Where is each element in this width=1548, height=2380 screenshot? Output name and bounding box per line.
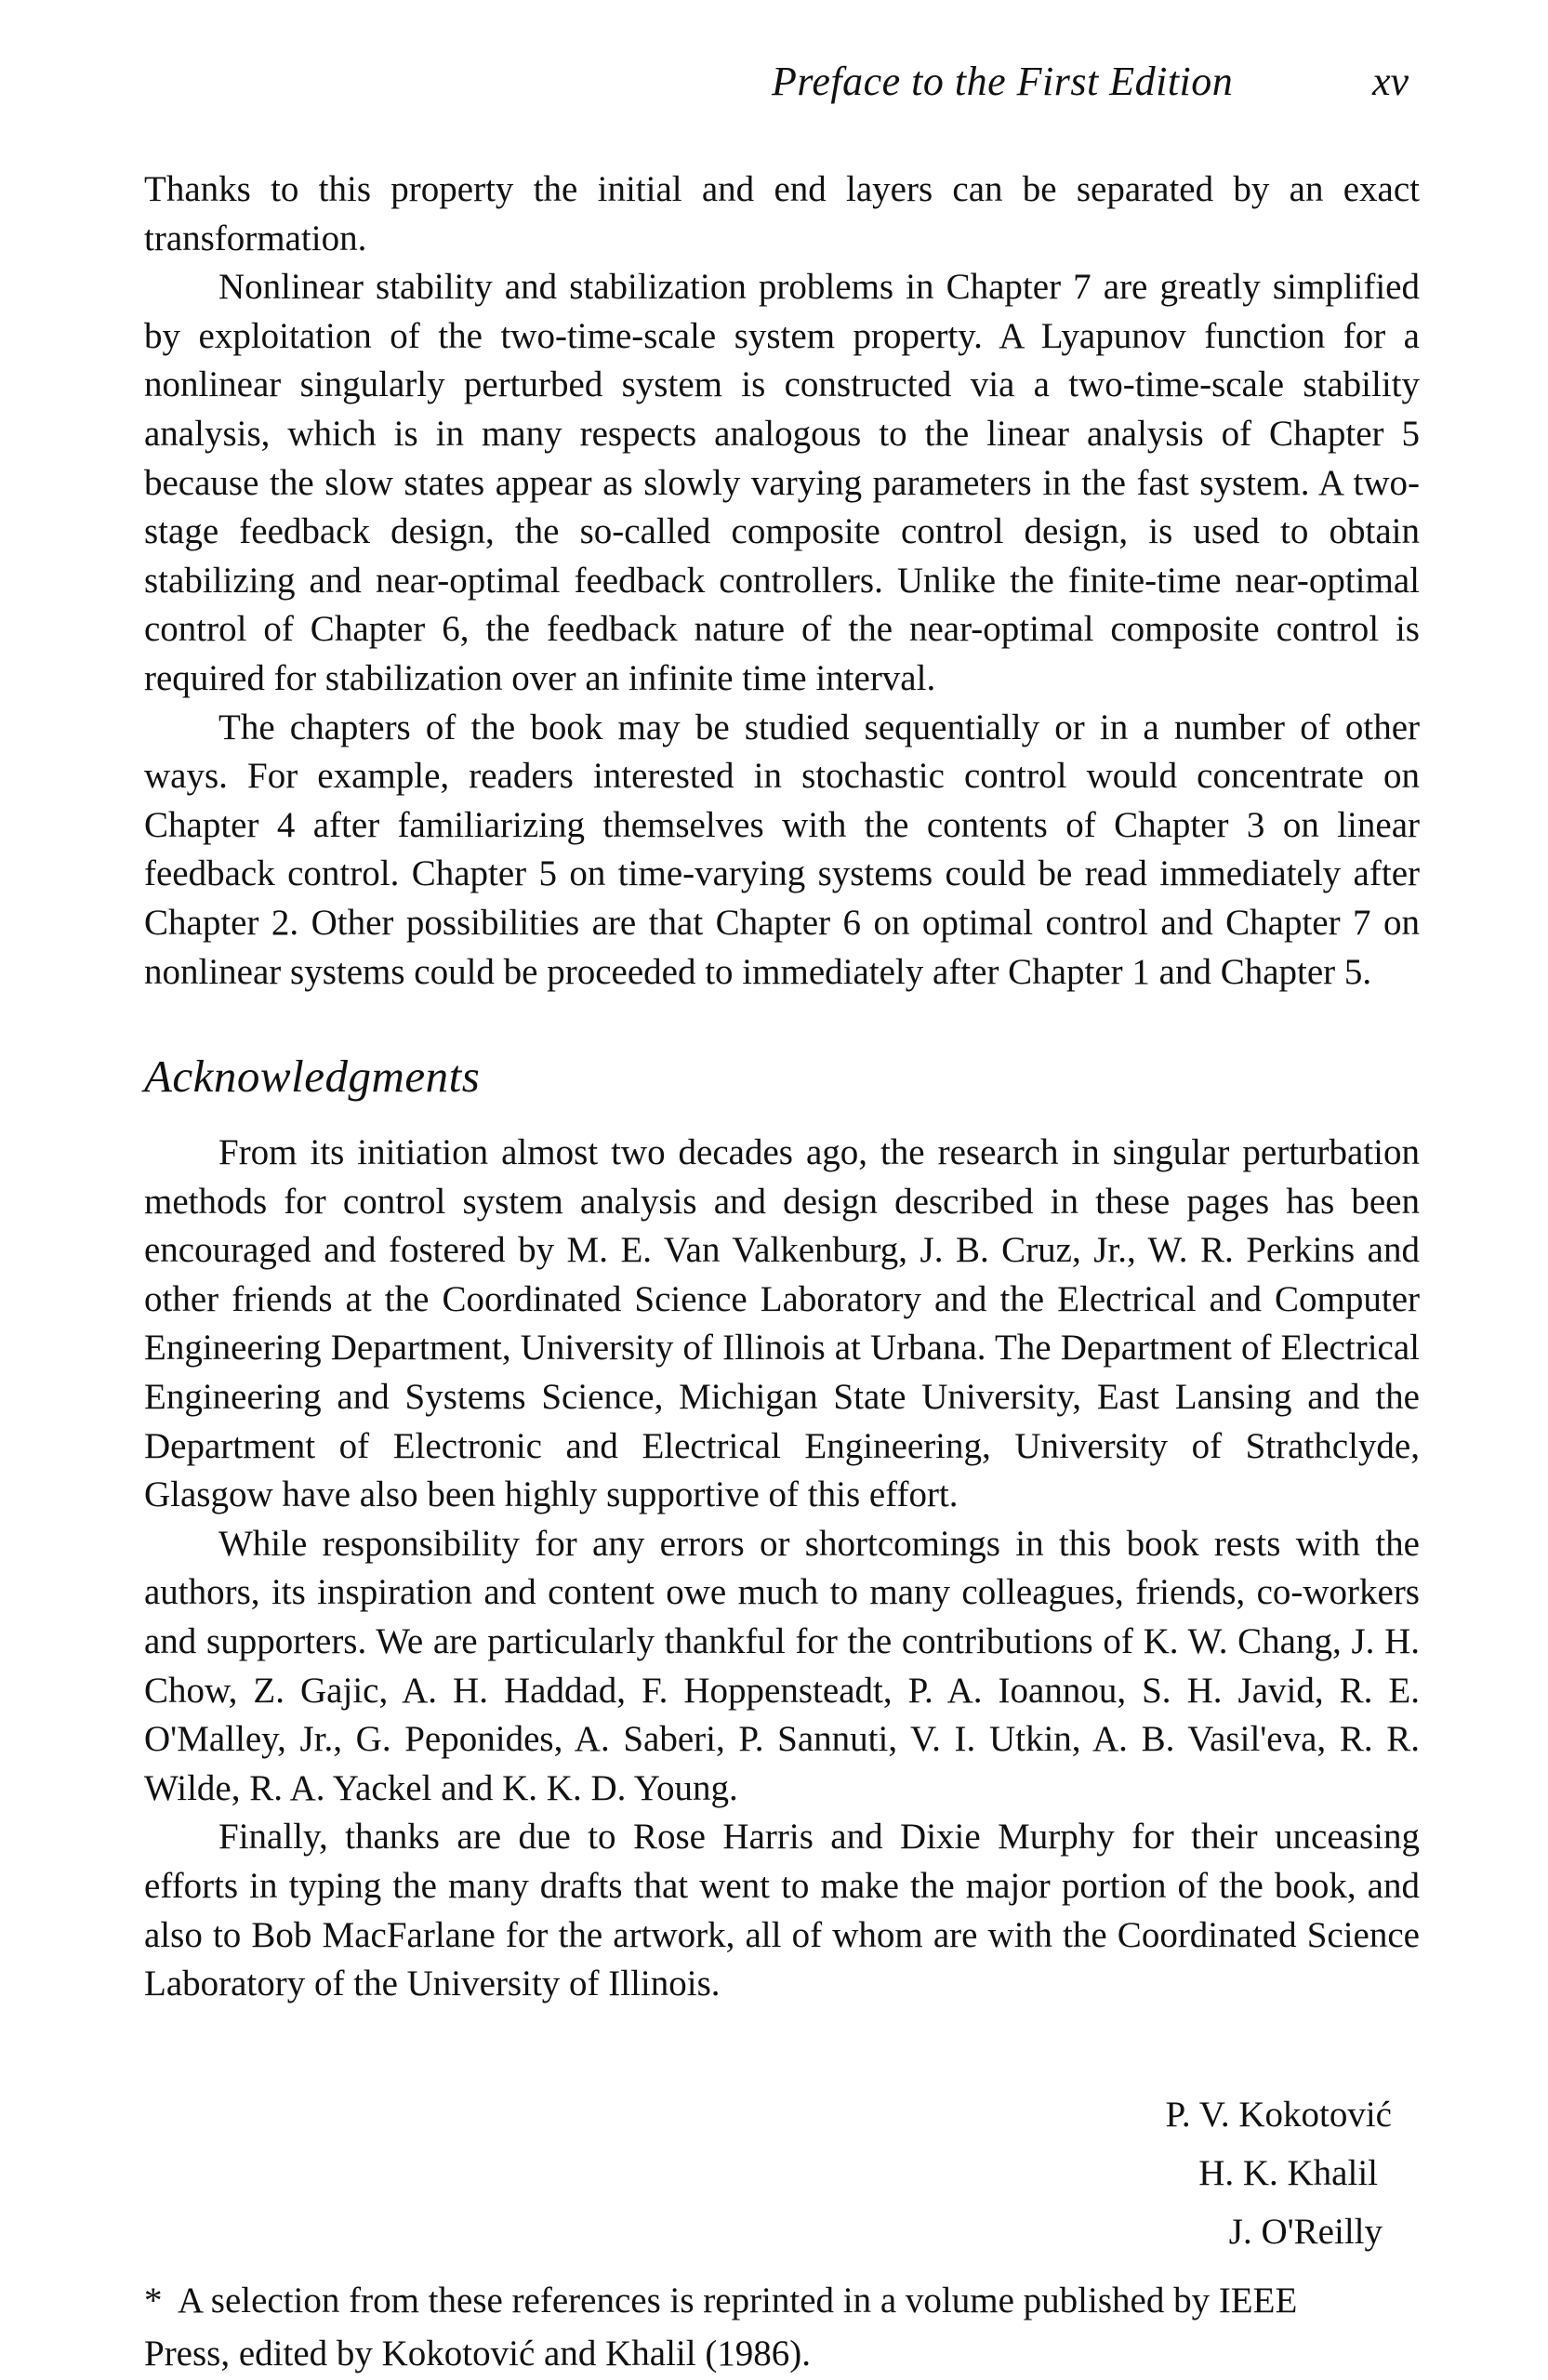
signature-kokotovic: P. V. Kokotović xyxy=(1165,2094,1392,2135)
acknowledgments-heading: Acknowledgments xyxy=(144,1051,481,1103)
paragraph-chapter-order: The chapters of the book may be studied sequentially or in a number of other ways. For example, readers interested in stochastic control would concentrate on Chapter 4 after familiarizing themselves with the contents of Chapter 3 on linear feedback control. Chapter 5 on time-varying systems could be read immediately after Chapter 2. Other possibilities are that Chapter 6 on optimal control and Chapter 7 on nonlinear systems could be proceeded to immediately after Chapter 1 and Chapter 5. xyxy=(144,707,1420,992)
author-signatures xyxy=(144,2085,1420,2261)
signature-khalil: H. K. Khalil xyxy=(1198,2152,1378,2193)
paragraph-acknowledgments-typing: Finally, thanks are due to Rose Harris and Dixie Murphy for their unceasing efforts in typing the many drafts that went to make the major portion of the book, and also to Bob MacFarlane for the artwork, all of whom are with the Coordinated Science Laboratory of the University of Illinois. xyxy=(144,1817,1420,2004)
paragraph-continued: Thanks to this property the initial and end layers can be separated by an exact transformation. xyxy=(144,169,1420,258)
running-head xyxy=(0,58,1548,113)
running-title: Preface to the First Edition xyxy=(772,59,1234,104)
body-text xyxy=(144,165,1420,2380)
paragraph-acknowledgments-initiation: From its initiation almost two decades ago, the research in singular perturbation methods for control system analysis and design described in these pages has been encouraged and fostered by M. E. Van Valkenburg, J. B. Cruz, Jr., W. R. Perkins and other friends at the Coordinated Science Laboratory and the Electrical and Computer Engineering Department, University of Illinois at Urbana. The Department of Electrical Engineering and Systems Science, Michigan State University, East Lansing and the Department of Electronic and Electrical Engineering, University of Strathclyde, Glasgow have also been highly supportive of this effort. xyxy=(144,1132,1420,1515)
paragraph-acknowledgments-colleagues: While responsibility for any errors or shortcomings in this book rests with the authors, its inspiration and content owe much to many colleagues, friends, co-workers and supporters. We are particularly thankful for the contributions of K. W. Chang, J. H. Chow, Z. Gajic, A. H. Haddad, F. Hoppensteadt, P. A. Ioannou, S. H. Javid, R. E. O'Malley, Jr., G. Peponides, A. Saberi, P. Sannuti, V. I. Utkin, A. B. Vasil'eva, R. R. Wilde, R. A. Yackel and K. K. D. Young. xyxy=(144,1523,1420,1808)
footnote xyxy=(144,2274,1353,2380)
footnote-text: A selection from these references is reprinted in a volume published by IEEE Press, edited by Kokotović and Khalil (1986). xyxy=(144,2280,1298,2373)
signature-oreilly: J. O'Reilly xyxy=(1228,2211,1383,2252)
page-number: xv xyxy=(1372,59,1409,104)
footnote-mark: * xyxy=(144,2280,163,2320)
paragraph-nonlinear-stability: Nonlinear stability and stabilization problems in Chapter 7 are greatly simplified by exploitation of the two-time-scale system property. A Lyapunov function for a nonlinear singularly perturbed system is constructed via a two-time-scale stability analysis, which is in many respects analogous to the linear analysis of Chapter 5 because the slow states appear as slowly varying parameters in the fast system. A two-stage feedback design, the so-called composite control design, is used to obtain stabilizing and near-optimal feedback controllers. Unlike the finite-time near-optimal control of Chapter 6, the feedback nature of the near-optimal composite control is required for stabilization over an infinite time interval. xyxy=(144,267,1420,698)
